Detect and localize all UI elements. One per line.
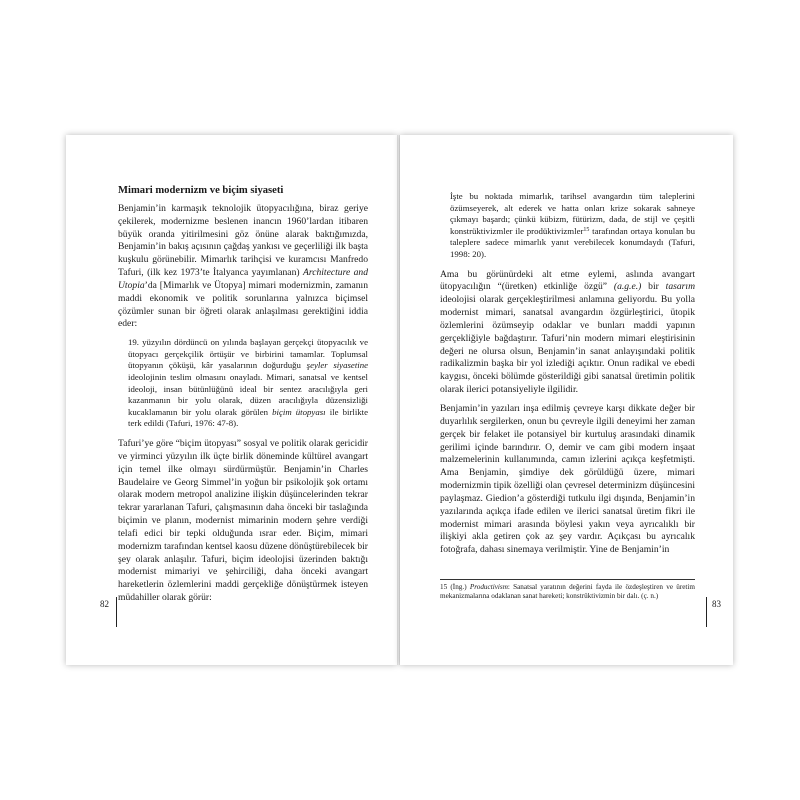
footnote-term: Productivism xyxy=(469,583,508,591)
footnote xyxy=(440,579,695,601)
quote-italic-1: şeyler siyasetine xyxy=(306,360,369,371)
quote-part-b: ideolojinin teslim olmasını onayladı. Mimari, sanatsal ve kentsel ideoloji, insan bütünlüğünü ideal bir sentez aracılığıyla geri kazanmanın bir yolu olarak, düzen aracılığıyla düzensizliği kucaklamanın bir yolu olarak görülen xyxy=(128,372,368,417)
footnote-number: 15 (İng.) xyxy=(440,583,467,591)
right-page xyxy=(400,135,733,665)
page-edge-rule xyxy=(706,597,707,627)
rp1-italic-1: (a.g.e.) xyxy=(613,281,642,293)
right-paragraph-2: Benjamin’in yazıları inşa edilmiş çevreye karşı dikkate değer bir duyarlılık sergilerken, onun bu çevreyle ilgili deneyimi her zaman gerçek bir felaket ile potansiyel bir kurtuluş arasındaki dinamik gerilimi içinde barındırır. O, demir ve cam gibi modern inşaat malzemelerinin kullanımında, camın izlerini açıkça keşfetmişti. Ama Benjamin, şimdiye dek görüldüğü üzere, mimari modernizmin tipik özelliği olan çevresel determinizm düşüncesini paylaşmaz. Giedion’a gösterdiği tutkulu ilgi dışında, Benjamin’in yazılarında açıkça ifade edilen ve ilerici sanatsal üretim fikri ile modernist mimari arasında böylesi yakın veya ayrıcalıklı bir ilişkiyi akla getiren çok az şey vardır. Açıkçası bu ayrıcalık fotoğrafa, dahası sinemaya verilmiştir. Yine de Benjamin’in xyxy=(440,403,695,556)
footnote-marker: 15 xyxy=(583,226,590,233)
footnote-text: : Sanatsal yaratının değerini fayda ile özdeşleştiren ve üretim mekanizmalarına odaklanan sanat hareketi; konstrüktivizmin bir dalı. (ç. n.) xyxy=(440,583,695,601)
page-number-right: 83 xyxy=(712,599,721,609)
section-heading: Mimari modernizm ve biçim siyaseti xyxy=(118,185,284,196)
rp1-c: ideolojisi olarak gerçekleştirilmesi anlamına geliyordu. Bu yolla modernist mimari, sanatsal avangardın özgürleştirici, ütopik özlemlerini özümseyip odaklar ve bunları maddi yapının gerçekliğiyle bağdaştırır. Tafuri’nin modern mimari eleştirisinin değeri ne olursa olsun, Benjamin’in sanat anlayışındaki politik radikalizmin başka bir yol izlediği açıktır. Onun radikal ve ebedi kaygısı, önceki bölümde gösterildiği gibi sanatsal üretimin politik olarak ilerici potansiyeliyle ilgilidir. xyxy=(440,294,695,396)
rquote-part-b: tarafından ortaya konulan bu taleplere sadece mimarlık yanıt verebilecek konumdaydı (Tafuri, 1998: 20). xyxy=(450,225,695,259)
rp1-b: bir xyxy=(648,281,659,293)
quote-part-a: 19. yüzyılın dördüncü on yılında başlayan gerçekçi ütopyacılık ve ütopyacı gerçekçilik örtüşür ve birbirini tamamlar. Toplumsal ütopyanın çöküşü, kâr yasalarının doğurduğu xyxy=(128,337,368,371)
rquote-part-a: İşte bu noktada mimarlık, tarihsel avangardın tüm taleplerini özümseyerek, alt ederek ve hatta onları krize sokarak sahneye çıkmayı başardı; çünkü kübizm, fütürizm, dada, de stijl ve çeşitli konstrüktivizmler ile prodüktivizmler xyxy=(450,191,695,236)
left-paragraph-2: Tafuri’ye göre “biçim ütopyası” sosyal ve politik olarak gericidir ve yirminci yüzyılın ilk üçte birlik döneminde kültürel avangart için temel ilke olmayı sürdürmüştür. Benjamin’in Charles Baudelaire ve Georg Simmel’in yoğun bir psikolojik şok ortamı olarak modern metropol analizine ilişkin düşüncelerinden tekrar tekrar yararlanan Tafuri, çalışmasının daha önceki bir taslağında biçimin ve planın, modernist mimarinin modern şehre verdiği telafi edici bir tepki olduğunda ısrar eder. Biçim, mimari modernizm tarafından kentsel kaosu düzene dönüştürebilecek bir şey olarak anlaşılır. Tafuri, biçim ideolojisi üzerinden baktığı modernist mimariyi ve şehirciliği, daha önceki avangart hareketlerin özlemlerini maddi gerçekliğe dönüştürmek isteyen müdahiller olarak görür: xyxy=(118,438,368,604)
page-number-left: 82 xyxy=(100,599,109,609)
book-title: Architecture and Utopia xyxy=(118,267,368,291)
right-paragraph-1 xyxy=(440,269,695,397)
right-text-column xyxy=(440,191,695,557)
left-page xyxy=(66,135,397,665)
page-edge-rule xyxy=(116,597,117,627)
left-p1-end: ’da [Mimarlık ve Ütopya] mimari modernizmin, zamanın maddi ekonomik ve politik sorunlarına yalnızca biçimsel çözümler sunan bir öğreti olarak anlaşılması gerektiğini iddia eder: xyxy=(118,279,368,330)
rp1-italic-2: tasarım xyxy=(665,281,695,293)
quote-part-c: ile birlikte terk edildi (Tafuri, 1976: 47-8). xyxy=(128,406,369,429)
left-block-quote xyxy=(128,337,368,430)
left-p1-text: Benjamin’in karmaşık teknolojik ütopyacılığına, biraz geriye çekilerek, modernizme beslenen inancın 1960’lardan itibaren büyük oranda yitirilmesini göz önüne alarak baktığımızda, Benjamin’in bakış açısının çağdaş yankısı ve geçerliliği ilk başta kuşkulu görünebilir. Mimarlık tarihçisi ve kuramcısı Manfredo Tafuri, (ilk kez 1973’te İtalyanca yayımlanan) xyxy=(118,202,368,279)
left-paragraph-1 xyxy=(118,203,368,331)
rp1-a: Ama bu görünürdeki alt etme eylemi, aslında avangart ütopyacılığın “(üretken) etkinliğe özgü” xyxy=(440,268,695,293)
left-text-column xyxy=(118,185,368,605)
quote-italic-2: biçim ütopyası xyxy=(272,406,326,417)
right-block-quote xyxy=(450,191,695,261)
